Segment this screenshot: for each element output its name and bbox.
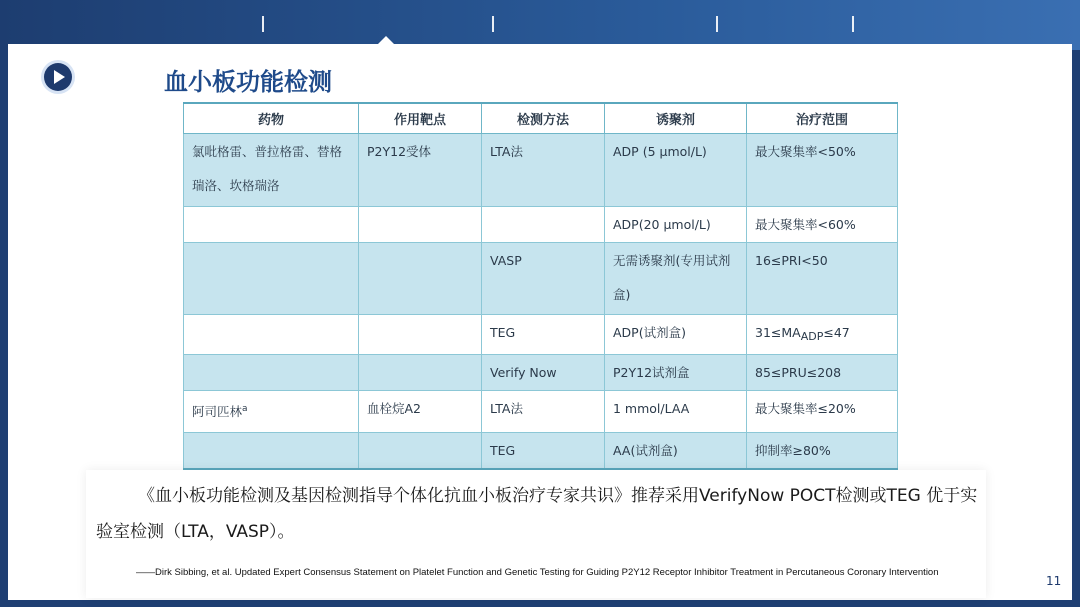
table-cell: TEG [482,433,605,470]
table-cell [359,207,482,243]
consensus-text: 《血小板功能检测及基因检测指导个体化抗血小板治疗专家共识》推荐采用VerifyNow POCT检测或TEG 优于实验室检测（LTA，VASP）。 [96,486,978,542]
table-cell: TEG [482,315,605,355]
table-row [184,433,898,470]
table-cell: 最大聚集率<60% [747,207,898,243]
table-row [184,315,898,355]
table-row [184,134,898,207]
play-icon [44,63,72,91]
table-cell: 抑制率≥80% [747,433,898,470]
table-cell: 最大聚集率≤20% [747,391,898,433]
table-cell [359,315,482,355]
banner-notch [378,36,394,44]
slide-title: 血小板功能检测 [164,68,332,96]
page-number: 11 [1046,574,1062,588]
column-header: 检测方法 [482,103,605,134]
table-cell [359,243,482,315]
table-cell: ADP (5 μmol/L) [605,134,747,207]
table-row [184,243,898,315]
table-cell: 85≤PRU≤208 [747,355,898,391]
table-row [184,207,898,243]
table-cell [359,433,482,470]
table-cell: AA(试剂盒) [605,433,747,470]
table-row [184,391,898,433]
table-cell: 1 mmol/LAA [605,391,747,433]
table-cell: Verify Now [482,355,605,391]
table-cell: P2Y12受体 [359,134,482,207]
table-cell: 最大聚集率<50% [747,134,898,207]
table-cell: LTA法 [482,391,605,433]
divider [262,16,264,32]
table-cell: 阿司匹林$^a$ [184,391,359,433]
table-cell: 血栓烷A2 [359,391,482,433]
table-cell [359,355,482,391]
table-cell: $31\le MA_{ADP}\le 47$ [747,315,898,355]
table-cell: VASP [482,243,605,315]
table-cell: 无需诱聚剂(专用试剂盒) [605,243,747,315]
table-cell [184,433,359,470]
table-row [184,355,898,391]
table-cell: ADP(20 μmol/L) [605,207,747,243]
top-banner [0,0,1080,50]
column-header: 诱聚剂 [605,103,747,134]
table-cell: P2Y12试剂盒 [605,355,747,391]
table-cell: ADP(试剂盒) [605,315,747,355]
column-header: 治疗范围 [747,103,898,134]
reference-citation: ——Dirk Sibbing, et al. Updated Expert Consensus Statement on Platelet Function and Genetic Testing for Guiding P2Y12 Receptor Inhibitor Treatment in Percutaneous Coronary Intervention [136,567,939,578]
divider [492,16,494,32]
column-header: 作用靶点 [359,103,482,134]
table-cell [184,207,359,243]
table-cell: LTA法 [482,134,605,207]
table-cell [184,243,359,315]
table-cell [184,355,359,391]
platelet-test-table [183,102,898,470]
divider [716,16,718,32]
table-cell [184,315,359,355]
table-cell [482,207,605,243]
column-header: 药物 [184,103,359,134]
table-header-row [184,103,898,134]
divider [852,16,854,32]
table-cell: 16≤PRI<50 [747,243,898,315]
table-cell: 氯吡格雷、普拉格雷、替格瑞洛、坎格瑞洛 [184,134,359,207]
